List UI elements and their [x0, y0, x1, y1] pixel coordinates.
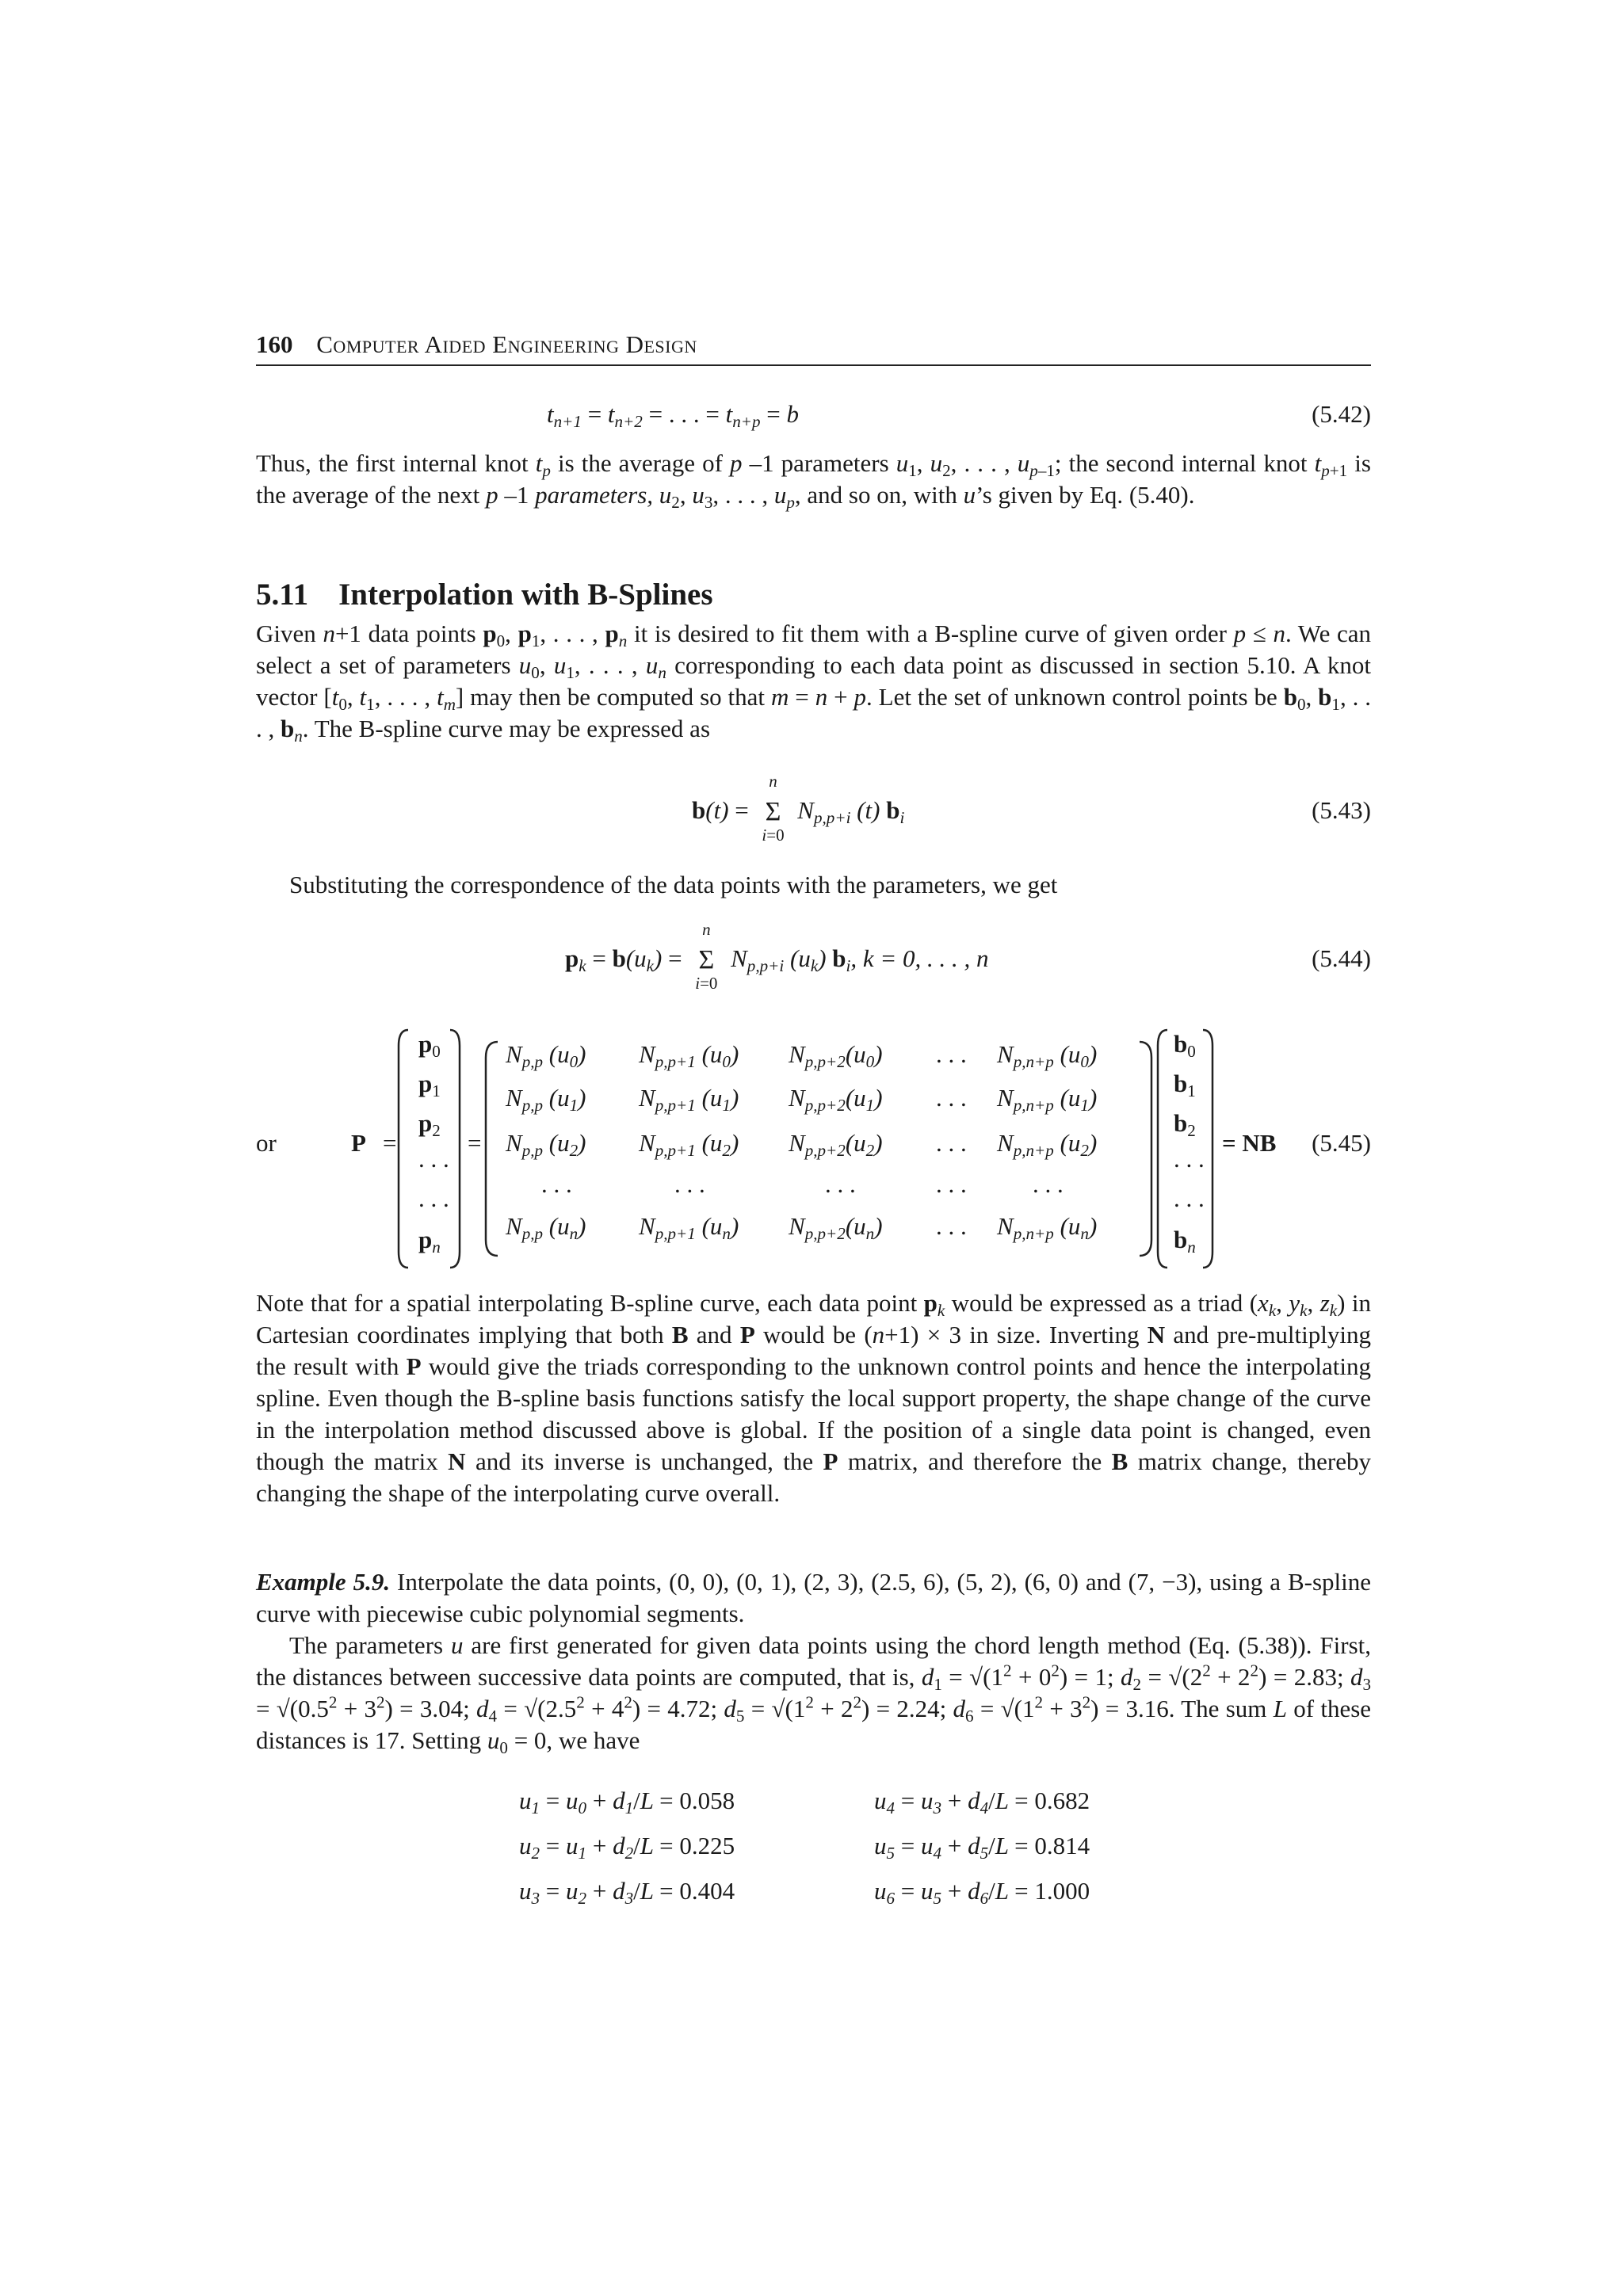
- matrix-cell: $N_{p,n+p}$ $(u_n)$: [997, 1212, 1098, 1243]
- page-number: 160: [256, 330, 293, 358]
- paragraph-interpolation-setup: Given n+1 data points $p_0$, $p_1$, . . . , $p_n$ it is desired to fit them with a B-spline curve of given order p ≤ n. We can select a set of parameters $u_0$, $u_1$, . . . , $u_n$ corresponding to each data point as discussed in section 5.10. A knot vector [$t_0$, $t_1$, . . . , $t_m$] may then be computed so that m = n + p. Let the set of unknown control points be $b_0$, $b_1$, . . . , $b_n$. The B-spline curve may be expressed as: [256, 620, 1372, 746]
- example-label: Example 5.9.: [256, 1568, 391, 1596]
- vector-entry: . . .: [1174, 1145, 1205, 1173]
- matrix-cell: $N_{p,p}$ $(u_0)$: [506, 1040, 586, 1071]
- u-value-row: $u_5 = u_4 + d_5/L = 0.814$: [874, 1832, 1090, 1863]
- matrix-cell: $N_{p,p}$ $(u_n)$: [506, 1212, 586, 1243]
- vector-entry: . . .: [1174, 1184, 1205, 1212]
- vector-entry: $b_2$: [1174, 1109, 1196, 1140]
- matrix-cell: . . .: [936, 1129, 967, 1157]
- equation-number: (5.45): [1312, 1129, 1371, 1157]
- matrix-cell: $N_{p,p}$ $(u_2)$: [506, 1129, 586, 1160]
- matrix-cell: $N_{p,p+1}$ $(u_1)$: [639, 1084, 739, 1115]
- matrix-cell: . . .: [936, 1040, 967, 1068]
- matrix-cell: $N_{p,n+p}$ $(u_1)$: [997, 1084, 1098, 1115]
- running-header: [256, 330, 1371, 366]
- equation-number: (5.42): [1312, 400, 1371, 428]
- vector-entry: $p_2$: [418, 1109, 441, 1140]
- example-5-9: Example 5.9. Interpolate the data points, (0, 0), (0, 1), (2, 3), (2.5, 6), (5, 2), (6, 0) and (7, −3), using a B-spline curve with piecewise cubic polynomial segments.: [256, 1568, 1371, 1627]
- equation-5-43: b(t) = n Σ i=0 $N_{p,p+i}$ (t) $b_i$ (5.43): [692, 771, 1371, 845]
- u-value-row: $u_1 = u_0 + d_1/L = 0.058$: [519, 1787, 735, 1817]
- equation-number: (5.43): [1312, 796, 1371, 824]
- u-value-row: $u_2 = u_1 + d_2/L = 0.225$: [519, 1832, 735, 1863]
- vector-entry: $b_n$: [1174, 1226, 1196, 1257]
- u-value-row: $u_3 = u_2 + d_3/L = 0.404$: [519, 1877, 735, 1908]
- equals-sign: =: [383, 1129, 397, 1157]
- equation-5-42: $t_{n+1} = t_{n+2}$ = . . . = $t_{n+p} = b$ (5.42): [256, 396, 1371, 433]
- paragraph-global-change: Note that for a spatial interpolating B-spline curve, each data point $p_k$ would be expressed as a triad ($x_k$, $y_k$, $z_k$) in Cartesian coordinates implying that both B and P would be (n+1) × 3 in size. Inverting N and pre-multiplying the result with P would give the triads corresponding to the unknown control points and hence the interpolating spline. Even though the B-spline basis functions satisfy the local support property, the shape change of the curve in the interpolation method discussed above is global. If the position of a single data point is changed, even though the matrix N and its inverse is unchanged, the P matrix, and therefore the B matrix change, thereby changing the shape of the interpolating curve overall.: [256, 1289, 1372, 1507]
- vector-entry: $p_1$: [418, 1070, 441, 1100]
- matrix-cell: $N_{p,p+1}$ $(u_0)$: [639, 1040, 739, 1071]
- matrix-cell: . . .: [936, 1212, 967, 1240]
- equation-number: (5.44): [1312, 944, 1371, 972]
- u-value-row: $u_6 = u_5 + d_6/L = 1.000$: [874, 1877, 1090, 1908]
- matrix-cell: $N_{p,p+2}(u_0)$: [789, 1040, 883, 1071]
- section-heading: 5.11 Interpolation with B-Splines: [256, 578, 713, 612]
- vector-entry: $b_1$: [1174, 1070, 1196, 1100]
- matrix-cell: $N_{p,p+1}$ $(u_n)$: [639, 1212, 739, 1243]
- or-label: or: [256, 1129, 277, 1157]
- matrix-cell: $N_{p,p+2}(u_1)$: [789, 1084, 883, 1115]
- equals-sign: =: [468, 1129, 482, 1157]
- matrix-cell: . . .: [541, 1170, 572, 1198]
- matrix-P-symbol: P: [351, 1129, 366, 1157]
- vector-entry: . . .: [418, 1145, 449, 1173]
- paragraph-knot-average: Thus, the first internal knot $t_p$ is the average of p –1 parameters $u_1$, $u_2$, . . . , $u_{p-1}$; the second internal knot $t_{p+1}$ is the average of the next p –1 parameters, $u_2$, $u_3$, . . . , $u_p$, and so on, with u’s given by Eq. (5.40).: [256, 449, 1371, 512]
- matrix-cell: $N_{p,p+1}$ $(u_2)$: [639, 1129, 739, 1160]
- vector-entry: $b_0$: [1174, 1030, 1196, 1061]
- equation-5-44: $p_k = b(u_k)$ = n Σ i=0 $N_{p,p+i}$ $(u_k)$ $b_i$, k = 0, . . . , n (5.44): [565, 919, 1371, 993]
- paragraph-substitution: Substituting the correspondence of the data points with the parameters, we get: [289, 871, 1058, 898]
- matrix-cell: $N_{p,p+2}(u_n)$: [789, 1212, 883, 1243]
- vector-entry: . . .: [418, 1184, 449, 1212]
- matrix-cell: $N_{p,p+2}(u_2)$: [789, 1129, 883, 1160]
- matrix-cell: . . .: [936, 1084, 967, 1112]
- matrix-cell: $N_{p,n+p}$ $(u_0)$: [997, 1040, 1098, 1071]
- vector-entry: $p_0$: [418, 1030, 441, 1061]
- matrix-cell: . . .: [1033, 1170, 1064, 1198]
- matrix-cell: . . .: [825, 1170, 856, 1198]
- u-value-row: $u_4 = u_3 + d_4/L = 0.682$: [874, 1787, 1090, 1817]
- book-title: Computer Aided Engineering Design: [316, 330, 697, 358]
- paragraph-chord-length: The parameters u are first generated for given data points using the chord length method (Eq. (5.38)). First, the distances between successive data points are computed, that is, $d_1 = √(1^2 + 0^2) = 1$; $d_2 = √(2^2 + 2^2) = 2.83$; $d_3 = √(0.5^2 + 3^2) = 3.04$; $d_4 = √(2.5^2 + 4^2) = 4.72$; $d_5 = √(1^2 + 2^2) = 2.24$; $d_6 = √(1^2 + 3^2) = 3.16$. The sum L of these distances is 17. Setting $u_0 = 0$, we have: [256, 1631, 1372, 1757]
- equation-5-45-matrix: [256, 1018, 1371, 1280]
- matrix-cell: . . .: [936, 1170, 967, 1198]
- matrix-cell: . . .: [674, 1170, 705, 1198]
- equals-NB: = NB: [1222, 1129, 1277, 1157]
- matrix-cell: $N_{p,p}$ $(u_1)$: [506, 1084, 586, 1115]
- matrix-cell: $N_{p,n+p}$ $(u_2)$: [997, 1129, 1098, 1160]
- vector-entry: $p_n$: [418, 1226, 441, 1257]
